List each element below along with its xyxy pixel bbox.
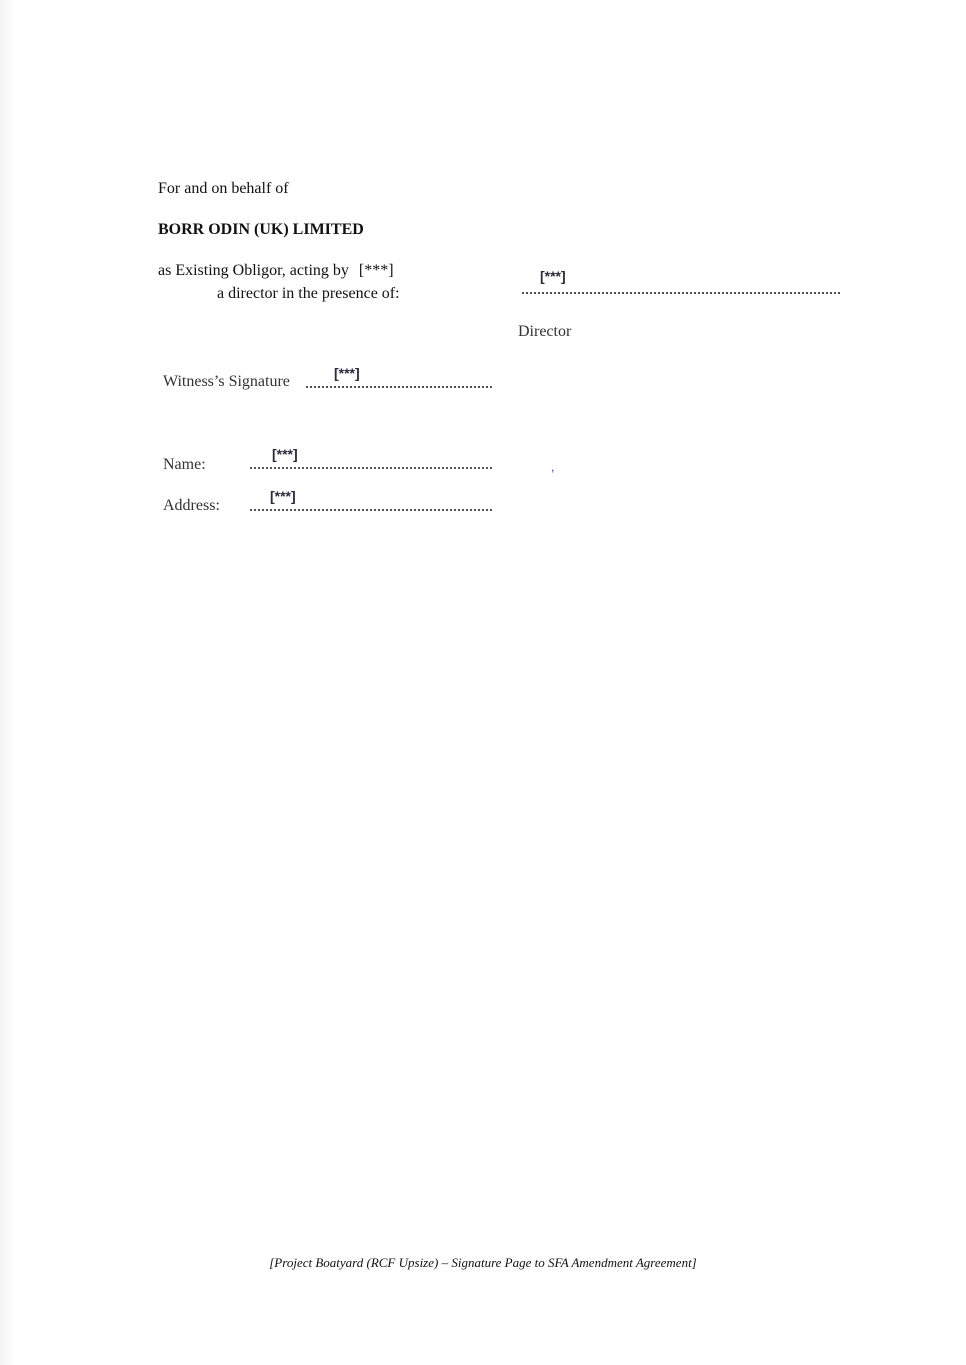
witness-address-line [250, 509, 492, 511]
witness-address-redacted: [***] [270, 488, 296, 504]
stray-pen-mark: , [551, 460, 555, 474]
witness-name-label: Name: [163, 456, 206, 473]
witness-signature-redacted: [***] [334, 365, 360, 381]
witness-name-redacted: [***] [272, 446, 298, 462]
witness-signature-line [306, 386, 492, 388]
director-label: Director [518, 323, 572, 340]
capacity-placeholder: [***] [358, 262, 394, 279]
witness-signature-label: Witness’s Signature [163, 373, 290, 390]
scan-edge [0, 0, 14, 1365]
witness-name-line [250, 467, 492, 469]
company-name: BORR ODIN (UK) LIMITED [158, 221, 364, 238]
capacity-label: as Existing Obligor, acting by [158, 262, 349, 279]
witness-address-label: Address: [163, 497, 220, 514]
capacity-continuation: a director in the presence of: [217, 285, 400, 302]
director-signature-line [522, 292, 840, 294]
on-behalf-text: For and on behalf of [158, 180, 289, 197]
director-name-redacted: [***] [540, 268, 566, 284]
capacity-text [158, 262, 394, 280]
page-footer: [Project Boatyard (RCF Upsize) – Signature Page to SFA Amendment Agreement] [269, 1255, 697, 1270]
